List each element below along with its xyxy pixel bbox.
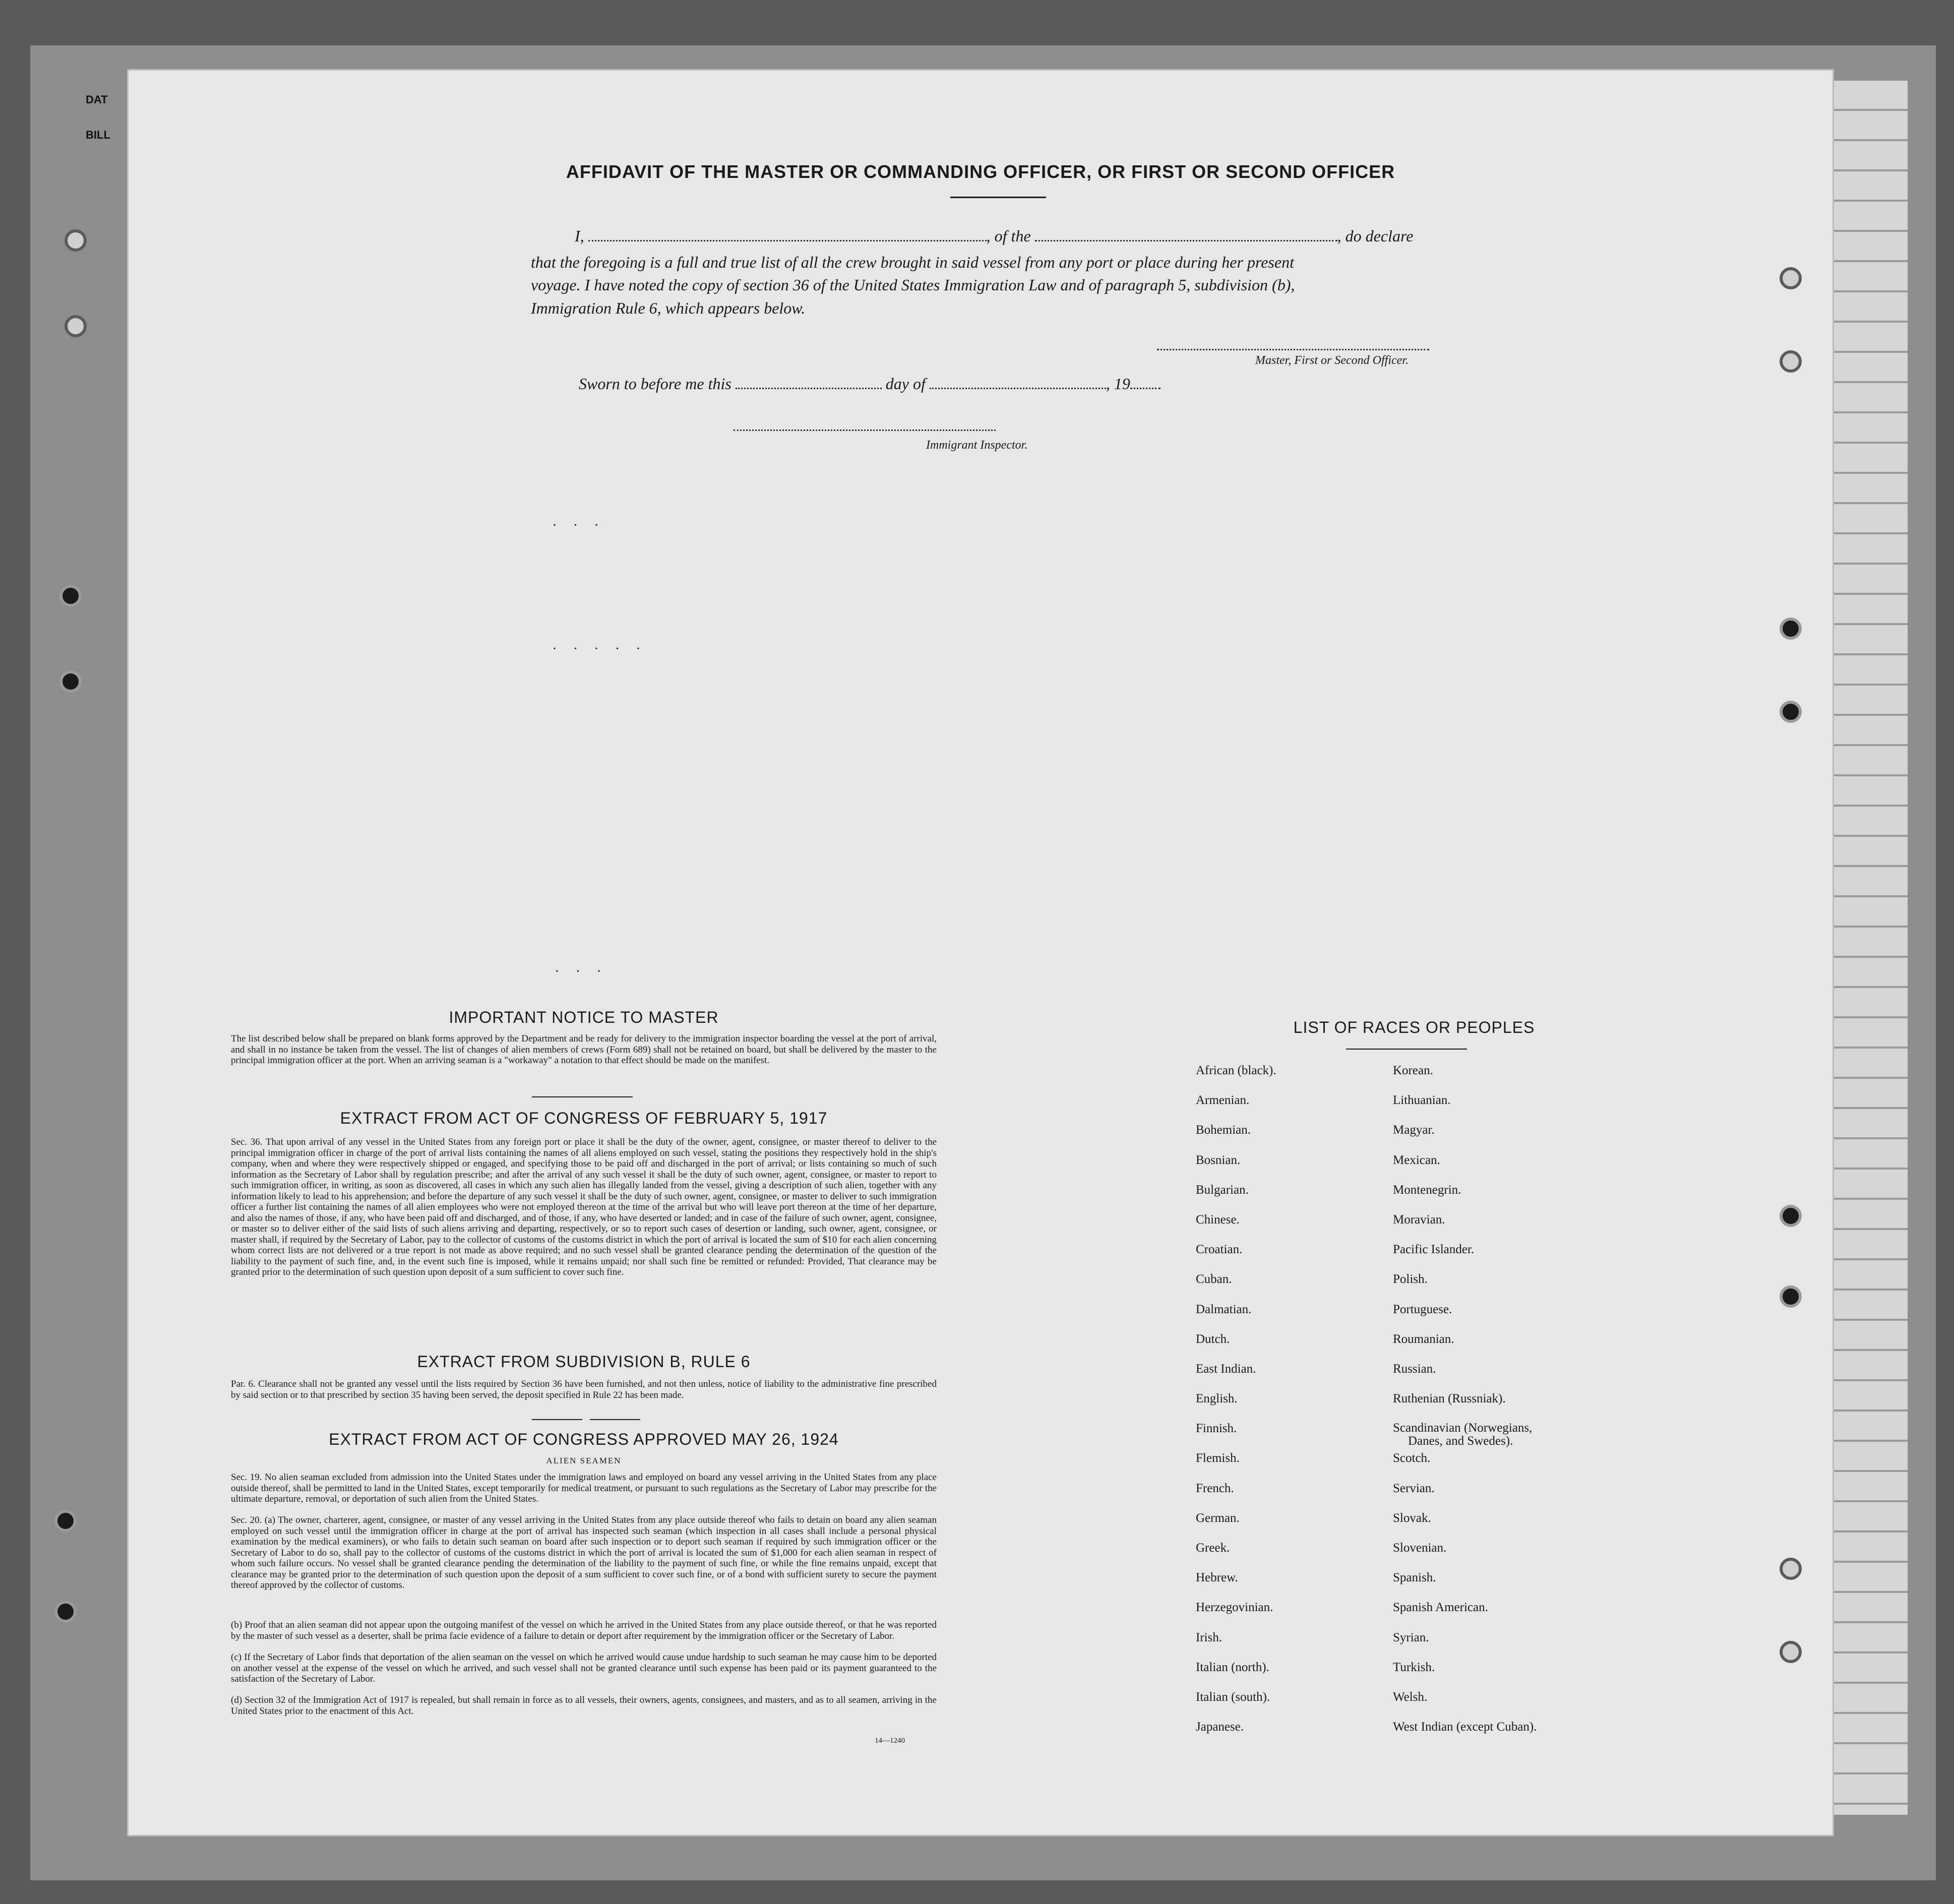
declaration-line-2: that the foregoing is a full and true list of all the crew brought in said vessel from any port or place during her present xyxy=(531,253,1294,271)
race-item: Japanese. xyxy=(1196,1720,1244,1734)
declaration-line-4: Immigration Rule 6, which appears below. xyxy=(531,299,806,317)
sworn-month-blank[interactable] xyxy=(930,387,1106,389)
binder-hole-icon xyxy=(65,229,87,252)
stray-dots-1: · · · xyxy=(552,517,605,533)
notice-title: IMPORTANT NOTICE TO MASTER xyxy=(449,1008,719,1026)
form-code: 14—1240 xyxy=(875,1737,905,1745)
race-item: Hebrew. xyxy=(1196,1571,1238,1585)
ruled-edge-strip xyxy=(1825,81,1908,1815)
binder-hole-icon xyxy=(54,1510,77,1532)
rule6-separator-right xyxy=(590,1419,640,1420)
extract-1924-title: EXTRACT FROM ACT OF CONGRESS APPROVED MAY 26, 1924 xyxy=(329,1430,839,1448)
race-item: Scotch. xyxy=(1393,1451,1431,1465)
races-title-rule xyxy=(1346,1049,1467,1050)
race-item: African (black). xyxy=(1196,1064,1276,1077)
stray-dots-3: · · · xyxy=(555,963,607,979)
race-item: Polish. xyxy=(1393,1272,1428,1286)
race-item: Slovenian. xyxy=(1393,1541,1447,1555)
race-item: Greek. xyxy=(1196,1541,1230,1555)
race-item: English. xyxy=(1196,1392,1238,1406)
declaration-line-1 xyxy=(575,227,1413,245)
race-item: French. xyxy=(1196,1481,1234,1495)
binder-hole-icon xyxy=(1780,1285,1802,1308)
race-item: Flemish. xyxy=(1196,1451,1240,1465)
binder-hole-icon xyxy=(1780,350,1802,373)
race-item: East Indian. xyxy=(1196,1362,1256,1376)
race-item: Moravian. xyxy=(1393,1212,1445,1226)
vessel-blank[interactable] xyxy=(1035,239,1337,241)
sworn-year-prefix: , 19 xyxy=(1106,375,1130,393)
race-item: Turkish. xyxy=(1393,1660,1435,1674)
race-item-scandinavian xyxy=(1393,1422,1537,1451)
extract-1924-sec20c: (c) If the Secretary of Labor finds that deportation of the alien seaman on the vessel on which he arrived would cause undue hardship to such seaman he may cause him to be deported on another vessel at the expense of the vessel on which he arrived, and such vessel shall not be granted clearance until such expense has been paid or its payment guaranteed to the satisfaction of the Secretary of Labor. xyxy=(231,1652,937,1684)
signature-label: Master, First or Second Officer. xyxy=(1255,354,1409,367)
affidavit-title: AFFIDAVIT OF THE MASTER OR COMMANDING OFFICER, OR FIRST OR SECOND OFFICER xyxy=(566,161,1395,182)
notice-text: The list described below shall be prepared on blank forms approved by the Department and be ready for delivery to the immigration inspector boarding the vessel at the port of arrival, and shall in no instance be taken from the vessel. The list of changes of alien members of crews (Form 689) shall not be retained on board, but shall be delivered by the master to the principal immigration officer at the port. When an arriving seaman is a "workaway" a notation to that effect should be made on the manifest. xyxy=(231,1033,937,1066)
race-item: Chinese. xyxy=(1196,1212,1240,1226)
race-item: Armenian. xyxy=(1196,1093,1250,1108)
race-item: Bohemian. xyxy=(1196,1123,1251,1137)
notice-separator xyxy=(532,1096,633,1097)
race-item: Italian (north). xyxy=(1196,1660,1269,1674)
binder-hole-icon xyxy=(59,585,82,607)
race-item: German. xyxy=(1196,1511,1240,1525)
extract-1924-sec19: Sec. 19. No alien seaman excluded from admission into the United States under the immigration laws and employed on board any vessel arriving in the United States from any place outside thereof, shall be permitted to land in the United States, except temporarily for medical treatment, or pursuant to such regulations as the Secretary of Labor may prescribe for the ultimate departure, removal, or deportation of such alien from the United States. xyxy=(231,1472,937,1504)
race-item: Dalmatian. xyxy=(1196,1302,1252,1316)
document-page xyxy=(129,71,1833,1835)
race-item: Cuban. xyxy=(1196,1272,1232,1286)
declaration-i: I, xyxy=(575,227,584,245)
declaration-declare: , do declare xyxy=(1337,227,1414,245)
binder-hole-icon xyxy=(1780,618,1802,640)
extract-1924-sec20a: Sec. 20. (a) The owner, charterer, agent, consignee, or master of any vessel arriving in the United States from any place outside thereof who fails to detain on board any alien seaman employed on such vessel until the immigration officer in charge at the port of arrival has inspected such seaman (which inspection in all cases shall include a personal physical examination by the medical examiners), or who fails to detain such seaman on board after such inspection or to deport such seaman if required by such immigration officer or the Secretary of Labor to do so, shall pay to the collector of customs of the customs district in which the port of arrival is located the sum of $1,000 for each alien seaman in respect of whom such failure occurs. No vessel shall be granted clearance pending the determination of the liability to the payment of such fine, or while the fine remains unpaid, except that clearance may be granted prior to the determination of such question upon the deposit of a sum sufficient to cover such fine, or of a bond with sufficient surety to secure the payment thereof approved by the collector of customs. xyxy=(231,1515,937,1590)
name-blank[interactable] xyxy=(588,239,987,241)
race-item: Servian. xyxy=(1393,1481,1435,1495)
corner-mark-date: DAT xyxy=(86,93,108,106)
extract-1924-sec20d: (d) Section 32 of the Immigration Act of 1917 is repealed, but shall remain in force as to all vessels, their owners, agents, consignees, and masters, and as to all seamen, arriving in the United States prior to the enactment of this Act. xyxy=(231,1695,937,1716)
sworn-year-blank[interactable] xyxy=(1130,387,1161,389)
race-item: Spanish American. xyxy=(1393,1601,1488,1615)
binder-hole-icon xyxy=(59,670,82,693)
race-item: Russian. xyxy=(1393,1362,1436,1376)
extract-rule6-title: EXTRACT FROM SUBDIVISION B, RULE 6 xyxy=(417,1353,751,1371)
inspector-label: Immigrant Inspector. xyxy=(926,439,1028,452)
title-rule xyxy=(950,197,1046,198)
race-item-continuation: Danes, and Swedes). xyxy=(1408,1434,1513,1448)
extract-1917-title: EXTRACT FROM ACT OF CONGRESS OF FEBRUARY 5, 1917 xyxy=(340,1109,828,1127)
race-item: Bulgarian. xyxy=(1196,1183,1249,1197)
race-item: Irish. xyxy=(1196,1630,1223,1644)
race-item: Syrian. xyxy=(1393,1630,1429,1644)
binder-hole-icon xyxy=(65,315,87,337)
corner-mark-bill: BILL xyxy=(86,129,110,141)
race-item: Mexican. xyxy=(1393,1153,1440,1167)
extract-1924-subtitle: ALIEN SEAMEN xyxy=(546,1456,622,1465)
race-item: Dutch. xyxy=(1196,1332,1230,1346)
race-item: Montenegrin. xyxy=(1393,1183,1461,1197)
race-item: Italian (south). xyxy=(1196,1690,1270,1704)
sworn-day-of: day of xyxy=(885,375,926,393)
race-item: Finnish. xyxy=(1196,1422,1237,1436)
rule6-separator-left xyxy=(532,1419,582,1420)
race-item: Slovak. xyxy=(1393,1511,1431,1525)
sworn-line xyxy=(579,375,1161,393)
race-item-text: Scandinavian (Norwegians, xyxy=(1393,1421,1533,1435)
sworn-prefix: Sworn to before me this xyxy=(579,375,731,393)
races-right-column xyxy=(1393,1064,1537,1750)
race-item: Croatian. xyxy=(1196,1243,1243,1257)
declaration-of-the: , of the xyxy=(986,227,1031,245)
race-item: Lithuanian. xyxy=(1393,1093,1451,1108)
races-title: LIST OF RACES OR PEOPLES xyxy=(1293,1018,1535,1036)
race-item: Pacific Islander. xyxy=(1393,1243,1475,1257)
binder-hole-icon xyxy=(1780,1205,1802,1227)
binder-hole-icon xyxy=(1780,701,1802,723)
extract-1924-sec20b: (b) Proof that an alien seaman did not appear upon the outgoing manifest of the vessel on which he arrived in the United States from any place outside thereof, or that he was reported by the master of such vessel as a deserter, shall be prima facie evidence of a failure to detain or deport after requirement by the immigration officer or the Secretary of Labor. xyxy=(231,1620,937,1641)
race-item: West Indian (except Cuban). xyxy=(1393,1720,1537,1734)
race-item: Magyar. xyxy=(1393,1123,1435,1137)
race-item: Bosnian. xyxy=(1196,1153,1241,1167)
sworn-day-blank[interactable] xyxy=(736,387,882,389)
race-item: Ruthenian (Russniak). xyxy=(1393,1392,1506,1406)
extract-1917-text: Sec. 36. That upon arrival of any vessel in the United States from any foreign port or place it shall be the duty of the owner, agent, consignee, or master thereof to deliver to the principal immigration officer in charge of the port of arrival lists containing the names of all aliens employed on such vessel, stating the positions they respectively hold in the ship's company, when and where they were respectively shipped or engaged, and specifying those to be paid off and discharged in the port of arrival; or lists containing so much of such information as the Secretary of Labor shall by regulation prescribe; and after the arrival of any such vessel it shall be the duty of such owner, agent, consignee, or master to report to such immigration officer, in writing, as soon as discovered, all cases in which any such alien has illegally landed from the vessel, giving a description of such alien, together with any information likely to lead to his apprehension; and before the departure of any such vessel it shall be the duty of such owner, agent, consignee, or master to deliver to such immigration officer a further list containing the names of all alien employees who were not employed thereon at the time of the arrival but who will leave port thereon at the time of her departure, and also the names of those, if any, who have been paid off and discharged, and of those, if any, who have deserted or landed; and in case of the failure of such owner, agent, consignee, or master so to deliver either of the said lists of such aliens arriving and departing, respectively, or so to report such cases of desertion or landing, such owner, agent, consignee, or master shall, if required by the Secretary of Labor, pay to the collector of customs of the customs district in which the port of arrival is located the sum of $10 for each alien concerning whom correct lists are not delivered or a true report is not made as above required; and no such vessel shall be granted clearance pending the determination of the question of the liability to the payment of such fine, and, in the event such fine is imposed, while it remains unpaid; nor shall such fine be remitted or refunded: Provided, That clearance may be granted prior to the determination of such question upon deposit of a sum sufficient to cover such fine. xyxy=(231,1137,937,1277)
extract-rule6-text: Par. 6. Clearance shall not be granted any vessel until the lists required by Section 36 have been furnished, and not then unless, notice of liability to the administrative fine prescribed by said section or to that prescribed by section 35 having been served, the deposit specified in Rule 22 has been made. xyxy=(231,1379,937,1400)
race-item: Herzegovinian. xyxy=(1196,1601,1273,1615)
race-item: Roumanian. xyxy=(1393,1332,1454,1346)
binder-hole-icon xyxy=(1780,1558,1802,1580)
race-item: Portuguese. xyxy=(1393,1302,1452,1316)
binder-hole-icon xyxy=(1780,1641,1802,1663)
races-left-column xyxy=(1196,1064,1276,1750)
binder-hole-icon xyxy=(1780,267,1802,289)
race-item: Korean. xyxy=(1393,1064,1433,1077)
signature-line[interactable] xyxy=(1157,349,1429,350)
declaration-line-3: voyage. I have noted the copy of section 36 of the United States Immigration Law and of paragraph 5, subdivision (b), xyxy=(531,276,1295,294)
binder-hole-icon xyxy=(54,1601,77,1623)
race-item: Spanish. xyxy=(1393,1571,1436,1585)
stray-dots-2: · · · · · xyxy=(552,640,647,657)
inspector-signature-line[interactable] xyxy=(734,429,996,431)
race-item: Welsh. xyxy=(1393,1690,1428,1704)
